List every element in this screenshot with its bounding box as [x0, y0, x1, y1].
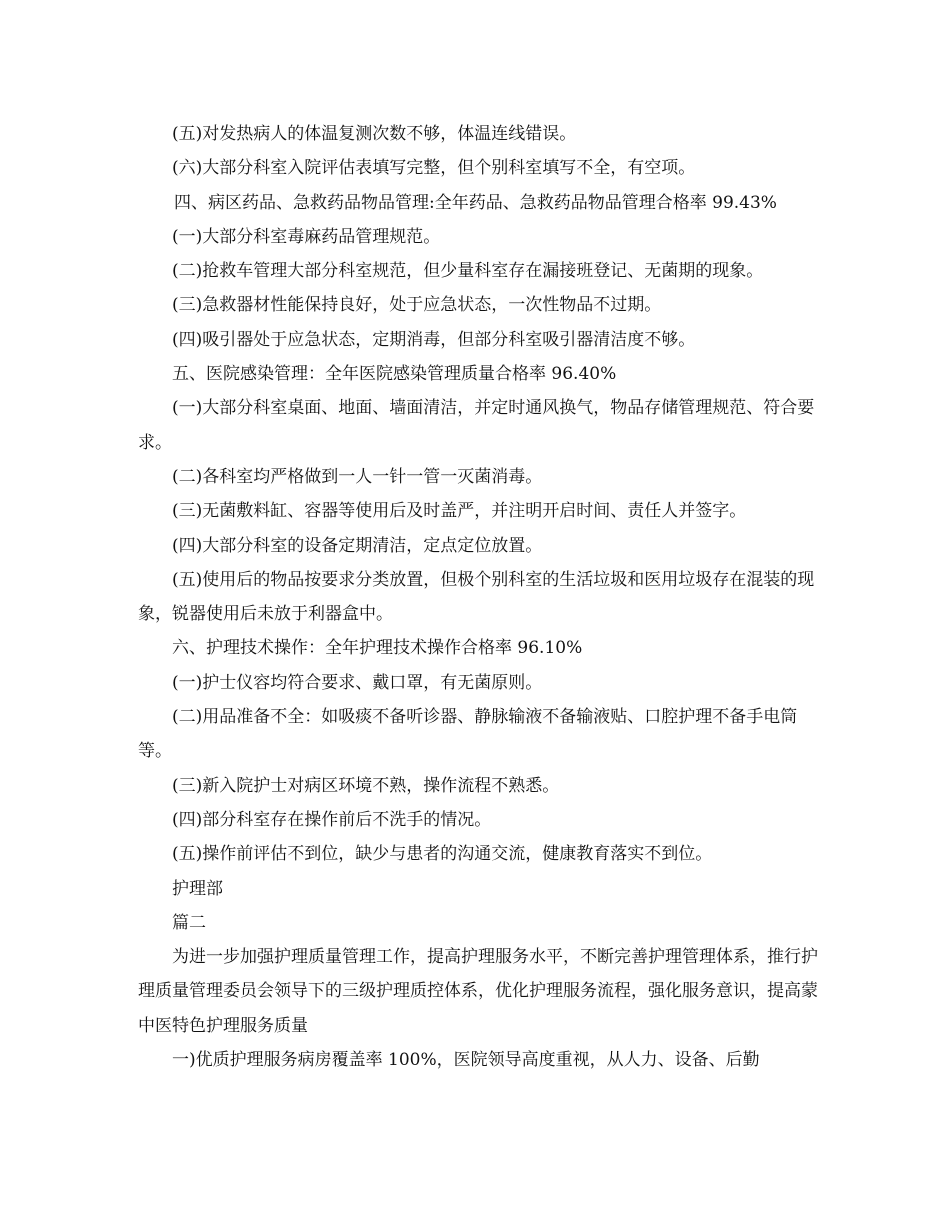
paragraph: (二)用品准备不全：如吸痰不备听诊器、静脉输液不备输液贴、口腔护理不备手电筒等。 [138, 707, 798, 762]
paragraph: (五)对发热病人的体温复测次数不够，体温连线错误。 [172, 124, 577, 144]
paragraph: (四)吸引器处于应急状态，定期消毒，但部分科室吸引器清洁度不够。 [172, 329, 696, 350]
paragraph: (二)各科室均严格做到一人一针一管一灭菌消毒。 [172, 466, 543, 487]
signature-department: 护理部 [172, 878, 223, 899]
paragraph: (一)大部分科室桌面、地面、墙面清洁，并定时通风换气，物品存储管理规范、符合要求。 [138, 398, 815, 453]
paragraph: (六)大部分科室入院评估表填写完整，但个别科室填写不全，有空项。 [172, 158, 696, 179]
section-heading: 四、病区药品、急救药品物品管理:全年药品、急救药品物品管理合格率 99.43% [174, 192, 777, 213]
section-title: 篇二 [172, 912, 206, 933]
section-heading: 五、医院感染管理：全年医院感染管理质量合格率 96.40% [172, 364, 617, 385]
paragraph: (一)护士仪容均符合要求、戴口罩，有无菌原则。 [172, 672, 543, 693]
paragraph: (四)大部分科室的设备定期清洁，定点定位放置。 [172, 535, 543, 556]
paragraph: (四)部分科室存在操作前后不洗手的情况。 [172, 809, 492, 830]
paragraph: (五)操作前评估不到位，缺少与患者的沟通交流，健康教育落实不到位。 [172, 844, 713, 865]
paragraph: 为进一步加强护理质量管理工作，提高护理服务水平，不断完善护理管理体系，推行护理质量管理委员会领导下的三级护理质控体系，优化护理服务流程，强化服务意识，提高蒙中医特色护理服务质量 [138, 947, 818, 1036]
paragraph: (三)新入院护士对病区环境不熟，操作流程不熟悉。 [172, 775, 560, 796]
paragraph: (三)无菌敷料缸、容器等使用后及时盖严，并注明开启时间、责任人并签字。 [172, 501, 747, 522]
paragraph: (三)急救器材性能保持良好，处于应急状态，一次性物品不过期。 [172, 295, 662, 316]
paragraph: (一)大部分科室毒麻药品管理规范。 [172, 226, 441, 247]
section-heading: 六、护理技术操作：全年护理技术操作合格率 96.10% [172, 638, 583, 659]
paragraph: (二)抢救车管理大部分科室规范，但少量科室存在漏接班登记、无菌期的现象。 [172, 261, 764, 282]
paragraph: 一)优质护理服务病房覆盖率 100%，医院领导高度重视，从人力、设备、后勤 [172, 1050, 760, 1071]
document-body [138, 117, 828, 1077]
paragraph: (五)使用后的物品按要求分类放置，但极个别科室的生活垃圾和医用垃圾存在混装的现象，锐器使用后未放于利器盒中。 [138, 569, 815, 625]
